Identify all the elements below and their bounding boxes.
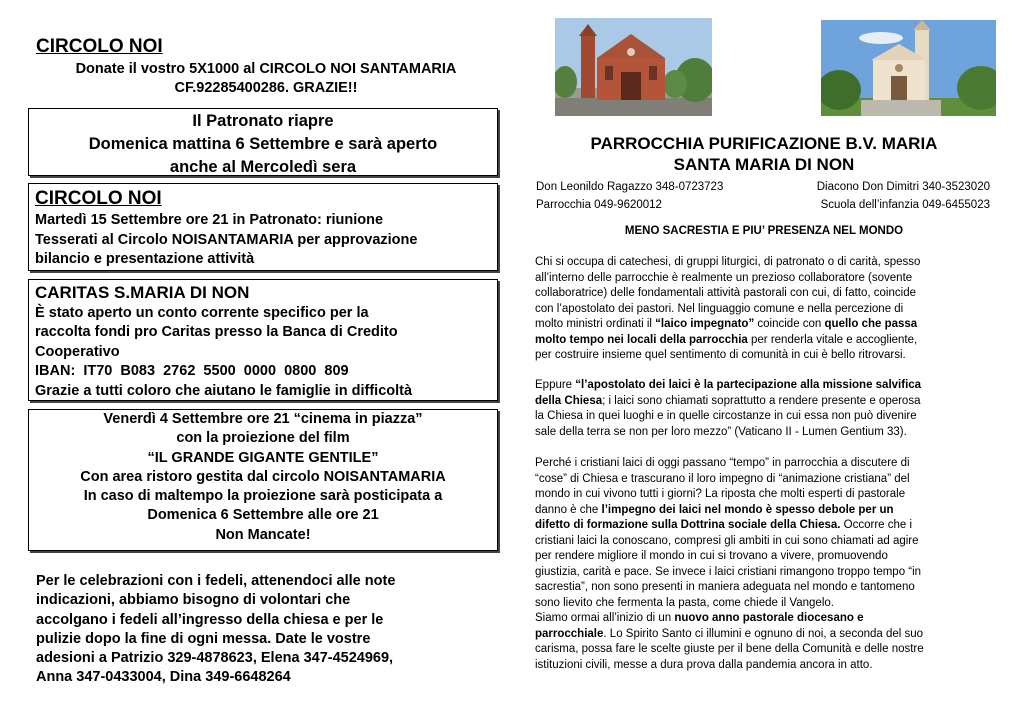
text-run: . Lo Spirito Santo ci illumini e ognuno di noi, a seconda del suo [603,627,924,640]
text-line [535,518,993,534]
article-paragraph-3 [535,456,993,673]
circolo-meeting-line: Tesserati al Circolo NOISANTAMARIA per approvazione [35,231,418,248]
contact-parroco: Don Leonildo Ragazzo 348-0723723 [536,181,724,193]
volunteers-line: indicazioni, abbiamo bisogno di volontari che [36,592,351,609]
caritas-line: Cooperativo [35,343,120,360]
caritas-line: Grazie a tutti coloro che aiutano le famiglie in difficoltà [35,382,413,399]
text-run-bold: nuovo anno pastorale diocesano e [674,612,864,624]
patronato-box [28,108,498,176]
text-run: ; i laici sono chiamati soprattutto a rendere presente e operosa [602,394,921,407]
volunteers-line: adesioni a Patrizio 329-4878623, Elena 347-4524969, [36,650,394,667]
circolo-meeting-line: bilancio e presentazione attività [35,251,255,267]
text-run: Eppure [535,379,576,391]
parish-title-line: PARROCCHIA PURIFICAZIONE B.V. MARIA [590,134,938,153]
text-run: molto ministri ordinati il [535,318,656,330]
patronato-line: Domenica mattina 6 Settembre e sarà aperto [88,135,438,153]
cinema-line: Domenica 6 Settembre alle ore 21 [147,507,379,524]
caritas-iban: IBAN: IT70 B083 2762 5500 0000 0800 809 [35,363,349,380]
text-line: la Chiesa in quei luoghi e in quelle circostanze in cui essa non può divenire [535,410,917,422]
parish-title-line: SANTA MARIA DI NON [673,155,855,174]
text-run-bold: parrocchiale [535,627,604,640]
donate-line: CF.92285400286. GRAZIE!! [174,80,358,96]
text-line: sacrestia”, non sono presenti in maniera adeguata nel mondo e tantomeno [535,581,915,593]
text-run-bold: molto tempo nei locali della parrocchia [535,333,748,346]
text-line [535,611,993,627]
volunteers-line: Anna 347-0433004, Dina 349-6648264 [36,669,291,686]
patronato-line: anche al Mercoledì sera [169,158,357,176]
cinema-film-title: “IL GRANDE GIGANTE GENTILE” [147,449,379,466]
text-run-bold: l’impegno dei laici nel mondo è spesso debole per un [601,503,894,516]
text-line [535,333,993,349]
contact-scuola: Scuola dell’infanzia 049-6455023 [820,199,990,211]
text-line: con l’apostolato dei pastori. Nel linguaggio comune e nella percezione di [535,302,904,315]
text-run: danno è che [535,503,602,516]
church-photo-1 [555,18,712,116]
donate-notice [36,60,496,98]
text-line: “cose” di Chiesa e trascurano il loro impegno di “animazione cristiana” del [535,472,910,485]
cinema-box [28,409,498,551]
text-run-bold: “l’apostolato dei laici è la partecipazione alla missione salvifica [575,379,922,391]
text-run-bold: “laico impegnato” [655,318,755,330]
text-run-bold: difetto di formazione sulla Dottrina sociale della Chiesa. [535,519,841,531]
article-paragraph-1 [535,255,993,364]
text-line: per costruire insieme quel sentimento di comunità in cui è bello ritrovarsi. [535,349,906,361]
text-line: Perché i cristiani laici di oggi passano “tempo” in parrocchia a discutere di [535,457,910,469]
text-run-bold: quello che passa [824,318,918,330]
cinema-line: In caso di maltempo la proiezione sarà posticipata a [83,488,443,505]
text-line: cristiani laici la conoscano, compresi gli ambiti in cui sono chiamati ad agire [535,534,919,547]
contact-diacono: Diacono Don Dimitri 340-3523020 [816,181,990,193]
parish-contacts [536,178,990,214]
caritas-box [28,279,498,401]
church-photo-2 [821,20,996,116]
volunteers-notice [36,572,486,688]
article-paragraph-2 [535,378,993,440]
circolo-title: CIRCOLO NOI [36,36,163,57]
text-line: mondo in cui vivono tutti i giorni? La riposta che molti esperti di pastorale [535,488,906,500]
text-line: giustizia, carità e pace. Se invece i laici cristiani rimangono troppo tempo “in [535,565,922,578]
cinema-line: Non Mancate! [215,526,311,543]
cinema-line: Con area ristoro gestita dal circolo NOISANTAMARIA [80,468,446,485]
section-title: MENO SACRESTIA E PIU’ PRESENZA NEL MONDO [624,225,904,237]
text-line [535,503,993,519]
text-run-bold: della Chiesa [535,394,603,407]
cinema-line: Venerdì 4 Settembre ore 21 “cinema in piazza” [103,411,423,427]
circolo-meeting-line: Martedì 15 Settembre ore 21 in Patronato: riunione [35,212,384,228]
text-line [535,378,993,394]
text-line: all’interno delle parrocchie è realmente un prezioso collaboratore (sovente [535,271,913,284]
text-line: Chi si occupa di catechesi, di gruppi liturgici, di patronato o di carità, spesso [535,256,921,268]
text-line: collaboratrice) delle fondamentali attività pastorali con cui, di fatto, coincide [535,287,916,299]
text-run: coincide con [754,318,825,330]
parish-title [538,133,990,175]
text-run: per renderla vitale e accogliente, [747,333,918,346]
text-line: per rendere migliore il mondo in cui si trovano a vivere, promuovendo [535,550,888,562]
donate-line: Donate il vostro 5X1000 al CIRCOLO NOI SANTAMARIA [75,61,457,77]
text-run: Occorre che i [840,519,913,531]
contact-parrocchia: Parrocchia 049-9620012 [536,199,662,211]
text-run: Siamo ormai all’inizio di un [535,612,675,624]
text-line [535,317,993,333]
volunteers-line: Per le celebrazioni con i fedeli, attenendoci alle note [36,573,396,589]
cinema-line: con la proiezione del film [176,430,350,447]
text-line: sale della terra se non per loro mezzo” (Vaticano II - Lumen Gentium 33). [535,425,907,438]
volunteers-line: pulizie dopo la fine di ogni messa. Date le vostre [36,630,371,647]
text-line [535,394,993,410]
text-line: carisma, possa fare le scelte giuste per il bene della Comunità e delle nostre [535,643,924,655]
caritas-line: raccolta fondi pro Caritas presso la Banca di Credito [35,324,398,341]
patronato-line: Il Patronato riapre [192,112,334,130]
circolo-meeting-box [28,183,498,271]
caritas-line: È stato aperto un conto corrente specifico per la [35,305,369,321]
text-line: sono lievito che fermenta la pasta, come chiede il Vangelo. [535,596,834,609]
circolo-meeting-title: CIRCOLO NOI [35,188,162,209]
text-line [535,627,993,643]
text-line: istituzioni civili, messe a dura prova dalla pandemia ancora in atto. [535,658,873,671]
caritas-title: CARITAS S.MARIA DI NON [35,283,250,302]
volunteers-line: accolgano i fedeli all’ingresso della chiesa e per le [36,611,384,628]
